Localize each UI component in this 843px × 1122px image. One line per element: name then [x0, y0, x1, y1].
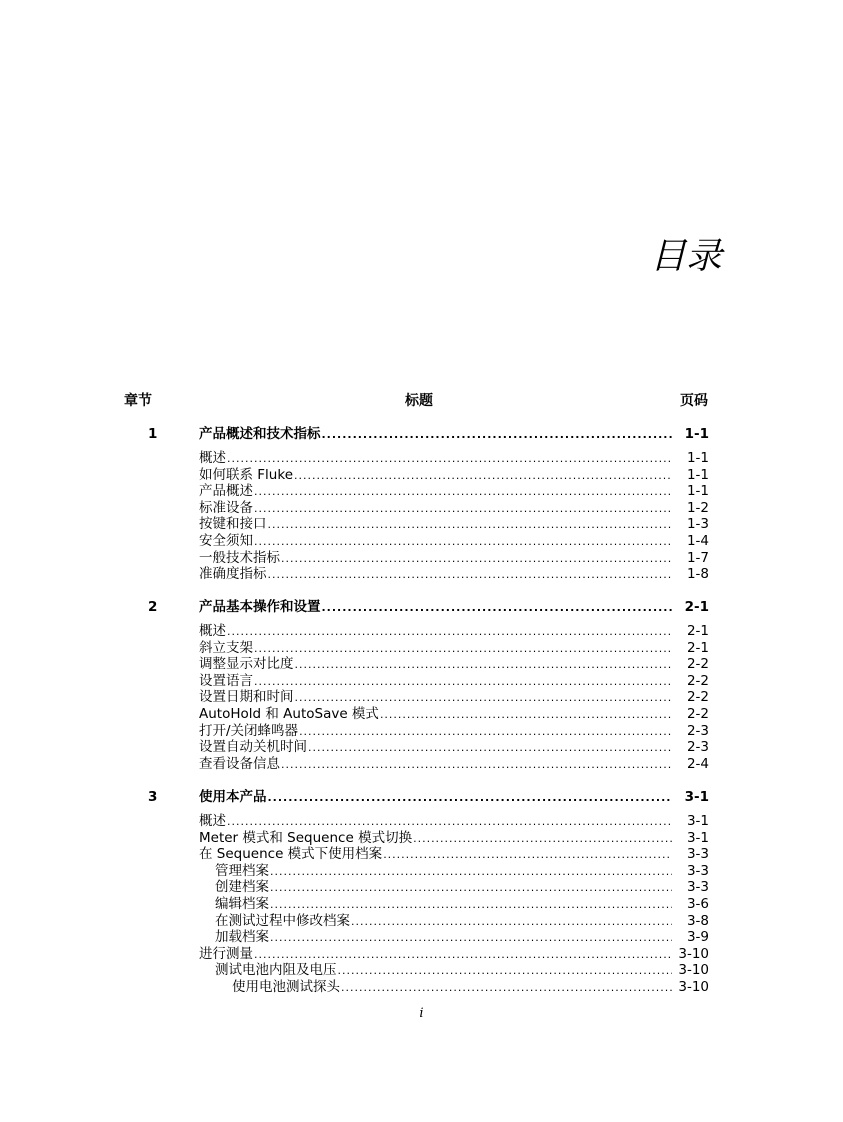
- toc-entry[interactable]: [199, 739, 709, 756]
- entry-page-number: 2-2: [686, 656, 709, 673]
- toc-entry-row: [0, 846, 843, 863]
- toc-header-row: [0, 390, 843, 410]
- toc-entry-row: [0, 673, 843, 690]
- dot-leader: [254, 483, 672, 500]
- dot-leader: [268, 566, 673, 583]
- toc-entry[interactable]: [215, 863, 709, 880]
- dot-leader: [383, 846, 672, 863]
- entry-page-number: 1-3: [686, 516, 709, 533]
- dot-leader: [270, 929, 672, 946]
- entry-title: 标准设备: [199, 499, 253, 516]
- dot-leader: [413, 830, 672, 847]
- toc-entry-row: [0, 879, 843, 896]
- toc-entry[interactable]: [199, 706, 709, 723]
- toc-entry-row: [0, 623, 843, 640]
- toc-entry[interactable]: [199, 550, 709, 567]
- toc-entry-row: [0, 706, 843, 723]
- toc-entry-row: [0, 929, 843, 946]
- toc-entry-row: [0, 962, 843, 979]
- toc-entry-row: [0, 723, 843, 740]
- dot-leader: [295, 656, 673, 673]
- entry-page-number: 1-7: [686, 549, 709, 566]
- toc-entry[interactable]: [199, 673, 709, 690]
- toc-entry[interactable]: [199, 756, 709, 773]
- toc-entry-row: [0, 979, 843, 996]
- dot-leader: [254, 533, 672, 550]
- toc-entry[interactable]: [199, 846, 709, 863]
- entry-title: 使用电池测试探头: [232, 979, 340, 995]
- entry-title: 打开/关闭蜂鸣器: [199, 722, 299, 739]
- toc-entry[interactable]: [199, 946, 709, 963]
- toc-entry[interactable]: [199, 516, 709, 533]
- dot-leader: [268, 516, 673, 533]
- dot-leader: [227, 813, 672, 830]
- chapter-page-number: 2-1: [684, 599, 709, 615]
- chapter-page-number: 3-1: [684, 789, 709, 805]
- entry-title: 进行测量: [199, 945, 253, 962]
- dot-leader: [295, 689, 673, 706]
- entry-page-number: 2-2: [686, 672, 709, 689]
- entry-page-number: 3-10: [678, 945, 709, 962]
- entry-page-number: 2-3: [686, 722, 709, 739]
- entry-page-number: 2-1: [686, 639, 709, 656]
- entry-page-number: 3-1: [686, 813, 709, 829]
- entry-page-number: 3-3: [686, 862, 709, 879]
- toc-entry-row: [0, 913, 843, 930]
- dot-leader: [227, 623, 672, 640]
- toc-entry[interactable]: [199, 656, 709, 673]
- entry-title: 管理档案: [215, 862, 269, 879]
- toc-entry[interactable]: [215, 962, 709, 979]
- toc-entry[interactable]: [232, 979, 709, 996]
- dot-leader: [281, 756, 672, 773]
- entry-title: 概述: [199, 623, 226, 639]
- toc-entry-row: [0, 863, 843, 880]
- chapter-page-number: 1-1: [684, 426, 709, 442]
- toc-entry-row: [0, 500, 843, 517]
- toc-entry[interactable]: [215, 913, 709, 930]
- dot-leader: [322, 599, 673, 616]
- dot-leader: [299, 723, 672, 740]
- entry-page-number: 3-6: [686, 896, 709, 912]
- toc-entry[interactable]: [199, 813, 709, 830]
- toc-entry-row: [0, 896, 843, 913]
- entry-title: 查看设备信息: [199, 755, 280, 772]
- toc-entry[interactable]: [215, 879, 709, 896]
- toc-entry-row: [0, 656, 843, 673]
- entry-page-number: 2-4: [686, 755, 709, 772]
- dot-leader: [254, 673, 672, 690]
- chapter-title: 产品基本操作和设置: [199, 599, 321, 615]
- header-title: 标题: [405, 393, 433, 409]
- toc-chapter-row: [0, 426, 843, 443]
- dot-leader: [270, 863, 672, 880]
- entry-title: 在 Sequence 模式下使用档案: [199, 846, 383, 863]
- entry-title: 设置日期和时间: [199, 689, 294, 706]
- entry-page-number: 1-1: [686, 466, 709, 483]
- toc-entry-row: [0, 640, 843, 657]
- header-chapter: 章节: [124, 393, 152, 409]
- header-page: 页码: [680, 393, 708, 409]
- entry-page-number: 1-4: [686, 533, 709, 549]
- dot-leader: [322, 426, 673, 443]
- dot-leader: [351, 913, 672, 930]
- entry-page-number: 1-1: [686, 483, 709, 500]
- dot-leader: [308, 739, 672, 756]
- dot-leader: [270, 896, 672, 913]
- dot-leader: [270, 879, 672, 896]
- toc-entry[interactable]: [199, 500, 709, 517]
- entry-title: 安全须知: [199, 533, 253, 549]
- entry-title: 一般技术指标: [199, 549, 280, 566]
- toc-entry-row: [0, 483, 843, 500]
- entry-page-number: 2-2: [686, 689, 709, 706]
- toc-entry-row: [0, 756, 843, 773]
- entry-page-number: 3-3: [686, 879, 709, 896]
- entry-page-number: 3-1: [686, 829, 709, 846]
- entry-title: 概述: [199, 813, 226, 829]
- entry-title: 概述: [199, 450, 226, 466]
- entry-title: 加载档案: [215, 929, 269, 946]
- entry-title: 创建档案: [215, 879, 269, 896]
- toc-entry-row: [0, 830, 843, 847]
- dot-leader: [268, 789, 673, 806]
- footer-page-number: i: [419, 1006, 424, 1021]
- entry-title: 准确度指标: [199, 566, 267, 583]
- entry-title: 编辑档案: [215, 896, 269, 912]
- dot-leader: [341, 979, 672, 996]
- entry-title: 设置自动关机时间: [199, 739, 307, 756]
- toc-entry[interactable]: [199, 566, 709, 583]
- toc-entry[interactable]: [199, 689, 709, 706]
- entry-title: 如何联系 Fluke: [199, 466, 294, 483]
- dot-leader: [294, 467, 672, 484]
- toc-entry-row: [0, 689, 843, 706]
- entry-page-number: 3-3: [686, 846, 709, 863]
- chapter-number: 1: [148, 426, 158, 442]
- dot-leader: [281, 550, 672, 567]
- toc-entry-row: [0, 450, 843, 467]
- toc-entry[interactable]: [199, 623, 709, 640]
- entry-title: 产品概述: [199, 483, 253, 500]
- toc-entry-row: [0, 566, 843, 583]
- entry-title: 按键和接口: [199, 516, 267, 533]
- chapter-number: 3: [148, 789, 158, 805]
- toc-entry[interactable]: [215, 929, 709, 946]
- entry-page-number: 3-9: [686, 929, 709, 946]
- toc-entry-row: [0, 550, 843, 567]
- toc-entry-row: [0, 516, 843, 533]
- entry-page-number: 2-1: [686, 623, 709, 639]
- toc-chapter-entry[interactable]: [199, 599, 709, 616]
- dot-leader: [254, 500, 672, 517]
- toc-entry-row: [0, 813, 843, 830]
- entry-title: Meter 模式和 Sequence 模式切换: [199, 829, 413, 846]
- toc-entry-row: [0, 739, 843, 756]
- chapter-title: 产品概述和技术指标: [199, 426, 321, 442]
- toc-entry[interactable]: [199, 830, 709, 847]
- entry-title: 测试电池内阻及电压: [215, 962, 337, 979]
- entry-title: 设置语言: [199, 672, 253, 689]
- entry-title: 调整显示对比度: [199, 656, 294, 673]
- dot-leader: [254, 946, 672, 963]
- toc-entry[interactable]: [215, 896, 709, 913]
- chapter-title: 使用本产品: [199, 789, 267, 805]
- dot-leader: [254, 640, 672, 657]
- dot-leader: [227, 450, 672, 467]
- page-title: 目录: [649, 236, 722, 277]
- toc-entry[interactable]: [199, 450, 709, 467]
- entry-page-number: 3-10: [678, 979, 709, 995]
- toc-entry[interactable]: [199, 533, 709, 550]
- toc-chapter-entry[interactable]: [199, 789, 709, 806]
- dot-leader: [338, 962, 673, 979]
- entry-page-number: 1-2: [686, 499, 709, 516]
- dot-leader: [380, 706, 672, 723]
- chapter-number: 2: [148, 599, 158, 615]
- toc-entry-row: [0, 533, 843, 550]
- entry-page-number: 1-8: [686, 566, 709, 583]
- toc-entry[interactable]: [199, 467, 709, 484]
- entry-title: AutoHold 和 AutoSave 模式: [199, 706, 379, 722]
- entry-page-number: 1-1: [686, 450, 709, 466]
- entry-title: 在测试过程中修改档案: [215, 912, 350, 929]
- toc-entry-row: [0, 946, 843, 963]
- toc-entry-row: [0, 467, 843, 484]
- entry-title: 斜立支架: [199, 639, 253, 656]
- toc-chapter-row: [0, 789, 843, 806]
- toc-entry[interactable]: [199, 483, 709, 500]
- toc-chapter-row: [0, 599, 843, 616]
- entry-page-number: 2-2: [686, 706, 709, 722]
- toc-entry[interactable]: [199, 723, 709, 740]
- entry-page-number: 3-10: [678, 962, 709, 979]
- entry-page-number: 3-8: [686, 912, 709, 929]
- toc-entry[interactable]: [199, 640, 709, 657]
- toc-chapter-entry[interactable]: [199, 426, 709, 443]
- entry-page-number: 2-3: [686, 739, 709, 756]
